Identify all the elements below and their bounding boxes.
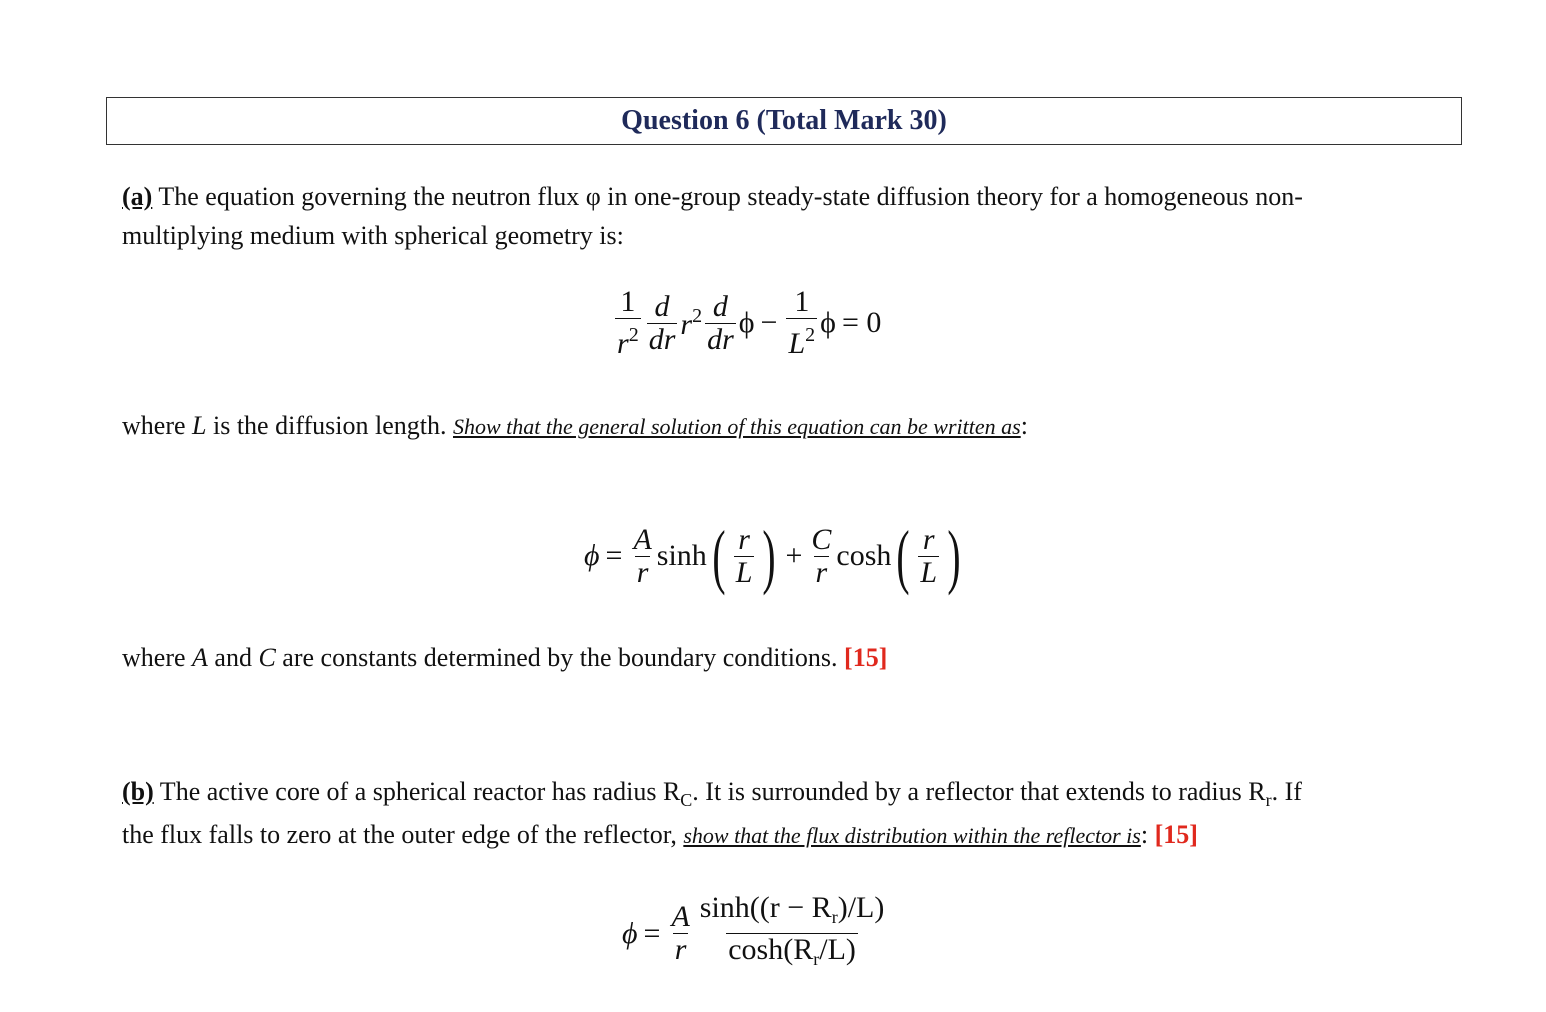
eq3-frac-main — [698, 892, 887, 975]
part-b-task: show that the flux distribution within the reflector is — [683, 823, 1141, 848]
eq2-L2: L — [920, 555, 938, 589]
part-a-task: Show that the general solution of this equation can be written as — [453, 414, 1021, 439]
part-a-intro-line2: multiplying medium with spherical geometry is: — [122, 221, 624, 250]
eq1-num-one-b: 1 — [794, 285, 810, 318]
eq3-r: r — [674, 933, 687, 966]
eq1-dr-a: dr — [648, 322, 676, 356]
const-and: and — [207, 643, 259, 672]
part-b-line2-text: the flux falls to zero at the outer edge of the reflector, — [122, 820, 684, 849]
where-L-line — [122, 406, 1028, 446]
question-title-box — [106, 97, 1462, 145]
eq2-frac-r-L-2 — [918, 524, 939, 589]
eq1-phi-b: ϕ — [820, 306, 836, 339]
eq2-rn1: r — [738, 522, 750, 556]
eq1-num-one: 1 — [620, 285, 636, 318]
eq1-dr-b: dr — [707, 322, 734, 356]
eq1-d-a: d — [654, 289, 670, 323]
where-mid: is the diffusion length. — [206, 411, 453, 440]
eq1-d-b: d — [712, 289, 728, 323]
const-A: A — [192, 643, 208, 672]
question-title: Question 6 (Total Mark 30) — [621, 105, 947, 136]
eq2-r1: r — [636, 555, 649, 589]
eq3-A: A — [671, 900, 690, 933]
eq3-denominator — [726, 933, 858, 975]
eq3-equals: = — [643, 916, 661, 950]
eq2-cosh: cosh — [836, 539, 892, 572]
general-solution-equation — [584, 516, 966, 596]
eq3-den-sub: r — [813, 949, 820, 969]
diffusion-equation — [612, 286, 881, 360]
eq2-frac-C-r — [809, 524, 833, 589]
eq1-two-mid: 2 — [692, 304, 703, 327]
eq2-frac-r-L-1 — [734, 524, 755, 589]
part-b-text-c: . If — [1271, 777, 1302, 806]
const-C: C — [258, 643, 276, 672]
eq2-rparen-1: ) — [762, 516, 777, 596]
eq1-equals-zero: = 0 — [841, 306, 882, 339]
part-b-sub-r: r — [1265, 790, 1272, 810]
part-b-line1 — [122, 772, 1302, 820]
eq1-r: r — [617, 327, 629, 360]
reflector-flux-equation — [622, 892, 889, 975]
eq2-lparen-2: ( — [896, 516, 910, 596]
eq2-r2: r — [815, 555, 828, 589]
eq1-den-L2 — [786, 318, 817, 360]
eq1-two-b: 2 — [805, 324, 816, 346]
eq2-L1: L — [735, 555, 753, 589]
part-b-task-end: : — [1140, 820, 1149, 849]
const-prefix: where — [122, 643, 193, 672]
const-rest: are constants determined by the boundary conditions. — [275, 643, 845, 672]
part-b-text-a: The active core of a spherical reactor has radius R — [153, 777, 681, 806]
part-b-line2 — [122, 815, 1198, 855]
part-b-mark: [15] — [1154, 820, 1198, 849]
where-prefix: where — [122, 411, 193, 440]
eq3-num-end: )/L) — [837, 891, 885, 924]
frac-one-over-L2 — [786, 286, 817, 360]
eq2-plus: + — [785, 539, 803, 572]
part-a-intro-line1 — [122, 177, 1303, 216]
eq2-rparen-2: ) — [947, 516, 961, 596]
eq2-phi: ϕ — [584, 539, 600, 572]
eq2-C: C — [811, 522, 832, 556]
eq1-den-r2 — [615, 318, 641, 360]
part-a-intro-text1: The equation governing the neutron flux φ in one-group steady-state diffusion theory for a homogeneous non- — [152, 182, 1303, 211]
eq2-frac-A-r — [631, 524, 653, 589]
eq1-r-squared — [680, 305, 702, 342]
frac-d-dr-b — [705, 291, 736, 356]
eq1-exp: 2 — [628, 324, 639, 346]
where-L: L — [192, 411, 207, 440]
eq2-sinh: sinh — [656, 539, 707, 572]
eq2-equals: = — [605, 539, 623, 572]
eq3-den-text: cosh(R — [728, 933, 814, 966]
eq3-numerator — [698, 892, 887, 933]
part-b-sub-c: C — [680, 790, 693, 810]
eq3-frac-A-r — [669, 901, 691, 966]
frac-one-over-r2 — [615, 286, 641, 360]
eq3-num-text: sinh((r − R — [699, 891, 832, 924]
eq2-rn2: r — [922, 522, 935, 556]
eq1-r-mid: r — [680, 307, 693, 341]
eq3-den-end: /L) — [819, 933, 856, 966]
part-b-text-b: . It is surrounded by a reflector that extends to radius R — [692, 777, 1266, 806]
part-a-label: (a) — [122, 182, 153, 211]
eq3-num-sub: r — [831, 907, 838, 927]
eq1-L: L — [788, 327, 806, 360]
part-a-task-end: : — [1020, 411, 1028, 440]
constants-line — [122, 638, 887, 677]
part-a-mark: [15] — [844, 643, 888, 672]
eq1-minus: − — [760, 306, 778, 339]
eq2-A: A — [633, 522, 652, 556]
eq3-phi: ϕ — [622, 916, 638, 950]
frac-d-dr-a — [647, 291, 678, 356]
part-b-label: (b) — [122, 777, 154, 806]
eq2-lparen-1: ( — [712, 516, 726, 596]
eq1-phi-a: ϕ — [738, 306, 755, 339]
